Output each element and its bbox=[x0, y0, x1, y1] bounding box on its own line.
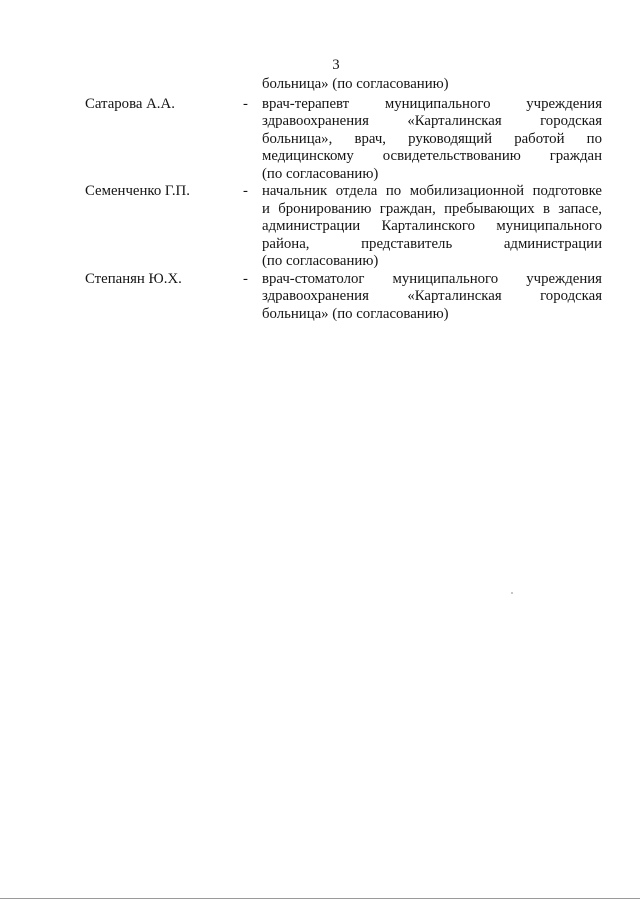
position-line: начальник отдела по мобилизационной подготовке bbox=[262, 183, 602, 199]
position-line: больница», врач, руководящий работой по bbox=[262, 130, 602, 147]
position-line: здравоохранения «Карталинская городская bbox=[262, 288, 602, 304]
member-name: Сатарова А.А. bbox=[85, 95, 175, 112]
member-name: Степанян Ю.Х. bbox=[85, 270, 182, 287]
member-entry bbox=[85, 183, 602, 271]
position-line: медицинскому освидетельствованию граждан bbox=[262, 148, 602, 164]
member-position bbox=[262, 183, 602, 271]
position-line: врач-стоматолог муниципального учреждения bbox=[262, 270, 602, 287]
member-list bbox=[85, 76, 602, 323]
member-entry bbox=[85, 271, 602, 324]
position-line: и бронированию граждан, пребывающих в запасе, bbox=[262, 200, 602, 217]
position-line: здравоохранения «Карталинская городская bbox=[262, 113, 602, 129]
continuation-line: больница» (по согласованию) bbox=[262, 76, 449, 92]
entry-dash: - bbox=[243, 183, 248, 199]
position-line: больница» (по согласованию) bbox=[262, 305, 449, 322]
position-line: района, представитель администрации bbox=[262, 235, 602, 252]
position-line: (по согласованию) bbox=[262, 253, 379, 269]
member-entry bbox=[85, 96, 602, 184]
entry-dash: - bbox=[243, 95, 248, 112]
member-name: Семенченко Г.П. bbox=[85, 183, 190, 199]
member-position bbox=[262, 271, 602, 324]
scan-edge-line bbox=[0, 898, 640, 899]
continuation-row bbox=[85, 76, 602, 94]
entry-dash: - bbox=[243, 270, 248, 287]
member-position bbox=[262, 96, 602, 184]
position-line: администрации Карталинского муниципального bbox=[262, 218, 602, 234]
position-line: врач-терапевт муниципального учреждения bbox=[262, 95, 602, 112]
scan-speck bbox=[511, 592, 513, 594]
page-number: 3 bbox=[332, 57, 340, 73]
position-line: (по согласованию) bbox=[262, 165, 379, 182]
